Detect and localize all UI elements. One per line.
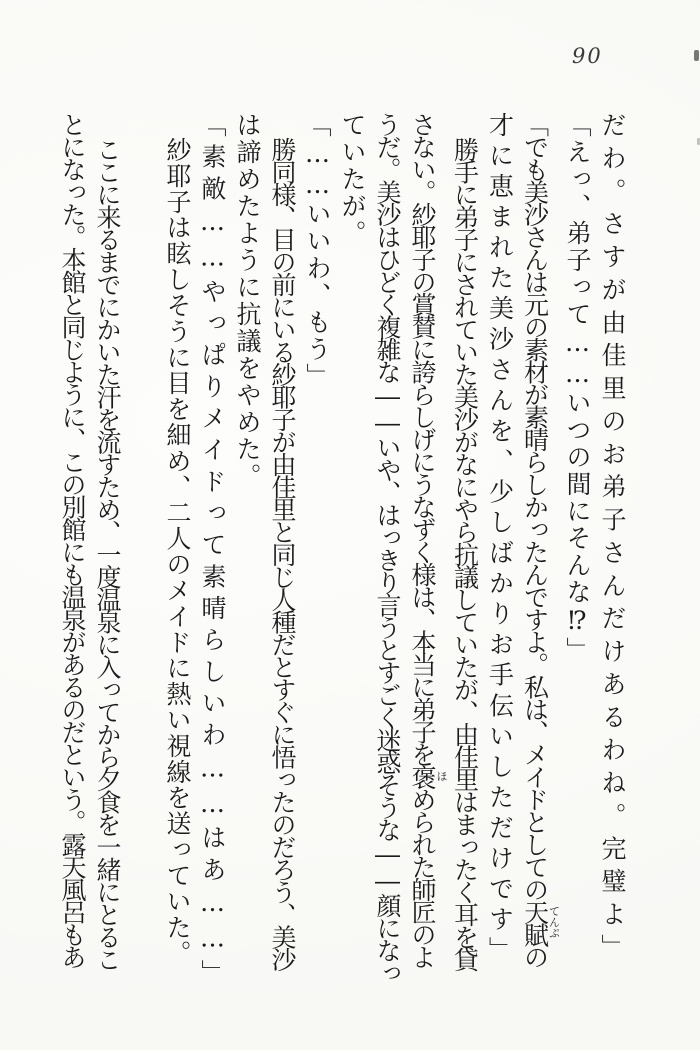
text-column: 紗耶子は眩しそうに目を細め、二人のメイドに熱い視線を送っていた。	[163, 137, 192, 967]
text-column: だわ。さすが由佳里のお弟子さんだけあるわね。完璧よ」	[598, 112, 627, 967]
text-block	[55, 112, 630, 992]
text-column: ここに来るまでにかいた汗を流すため、一度温泉に入ってから夕食を一緒にとるこ	[93, 137, 122, 970]
text-column: ていたが。	[338, 112, 367, 247]
page-number: 90	[572, 44, 603, 68]
text-column: さない。紗耶子の賞賛に誇らしげにうなずく様は、本当に弟子を褒ほめられた師匠のよ	[408, 112, 448, 967]
blank-line	[125, 112, 160, 972]
text-column: 才に恵まれた美沙さんを、少しばかりお手伝いしただけです」	[485, 112, 515, 968]
text-column: 「えっ、弟子って……いつの間にそんな⁉」	[563, 112, 592, 664]
text-column: 「……いいわ、もう」	[303, 112, 332, 390]
ruby-annotation: 褒ほ	[408, 764, 448, 787]
text-column: は諦めたように抗議をやめた。	[233, 112, 262, 490]
scan-artifact	[694, 50, 699, 61]
text-column: とになった。本館と同じように、この別館にも温泉があるのだという。露天風呂もあ	[58, 112, 87, 967]
text-column: 「素敵……やっぱりメイドって素晴らしいわ……はあ……」	[198, 112, 227, 992]
ruby-annotation: 天賦てんぷ	[520, 899, 561, 945]
text-column: 勝手に弟子にされていた美沙がなにやら抗議していたが、由佳里はまったく耳を貸	[450, 137, 480, 970]
text-column: 勝同様、目の前にいる紗耶子が由佳里と同じ人種だとすぐに悟ったのだろう、美沙	[268, 137, 297, 970]
text-column: 「でも美沙さんは元の素材が素晴らしかったんですよ。私は、メイドとしての天賦てんぷの	[520, 112, 561, 967]
text-column: うだ。美沙はひどく複雑な――いや、はっきり言うとすごく迷惑そうな――顔になっ	[373, 112, 402, 983]
